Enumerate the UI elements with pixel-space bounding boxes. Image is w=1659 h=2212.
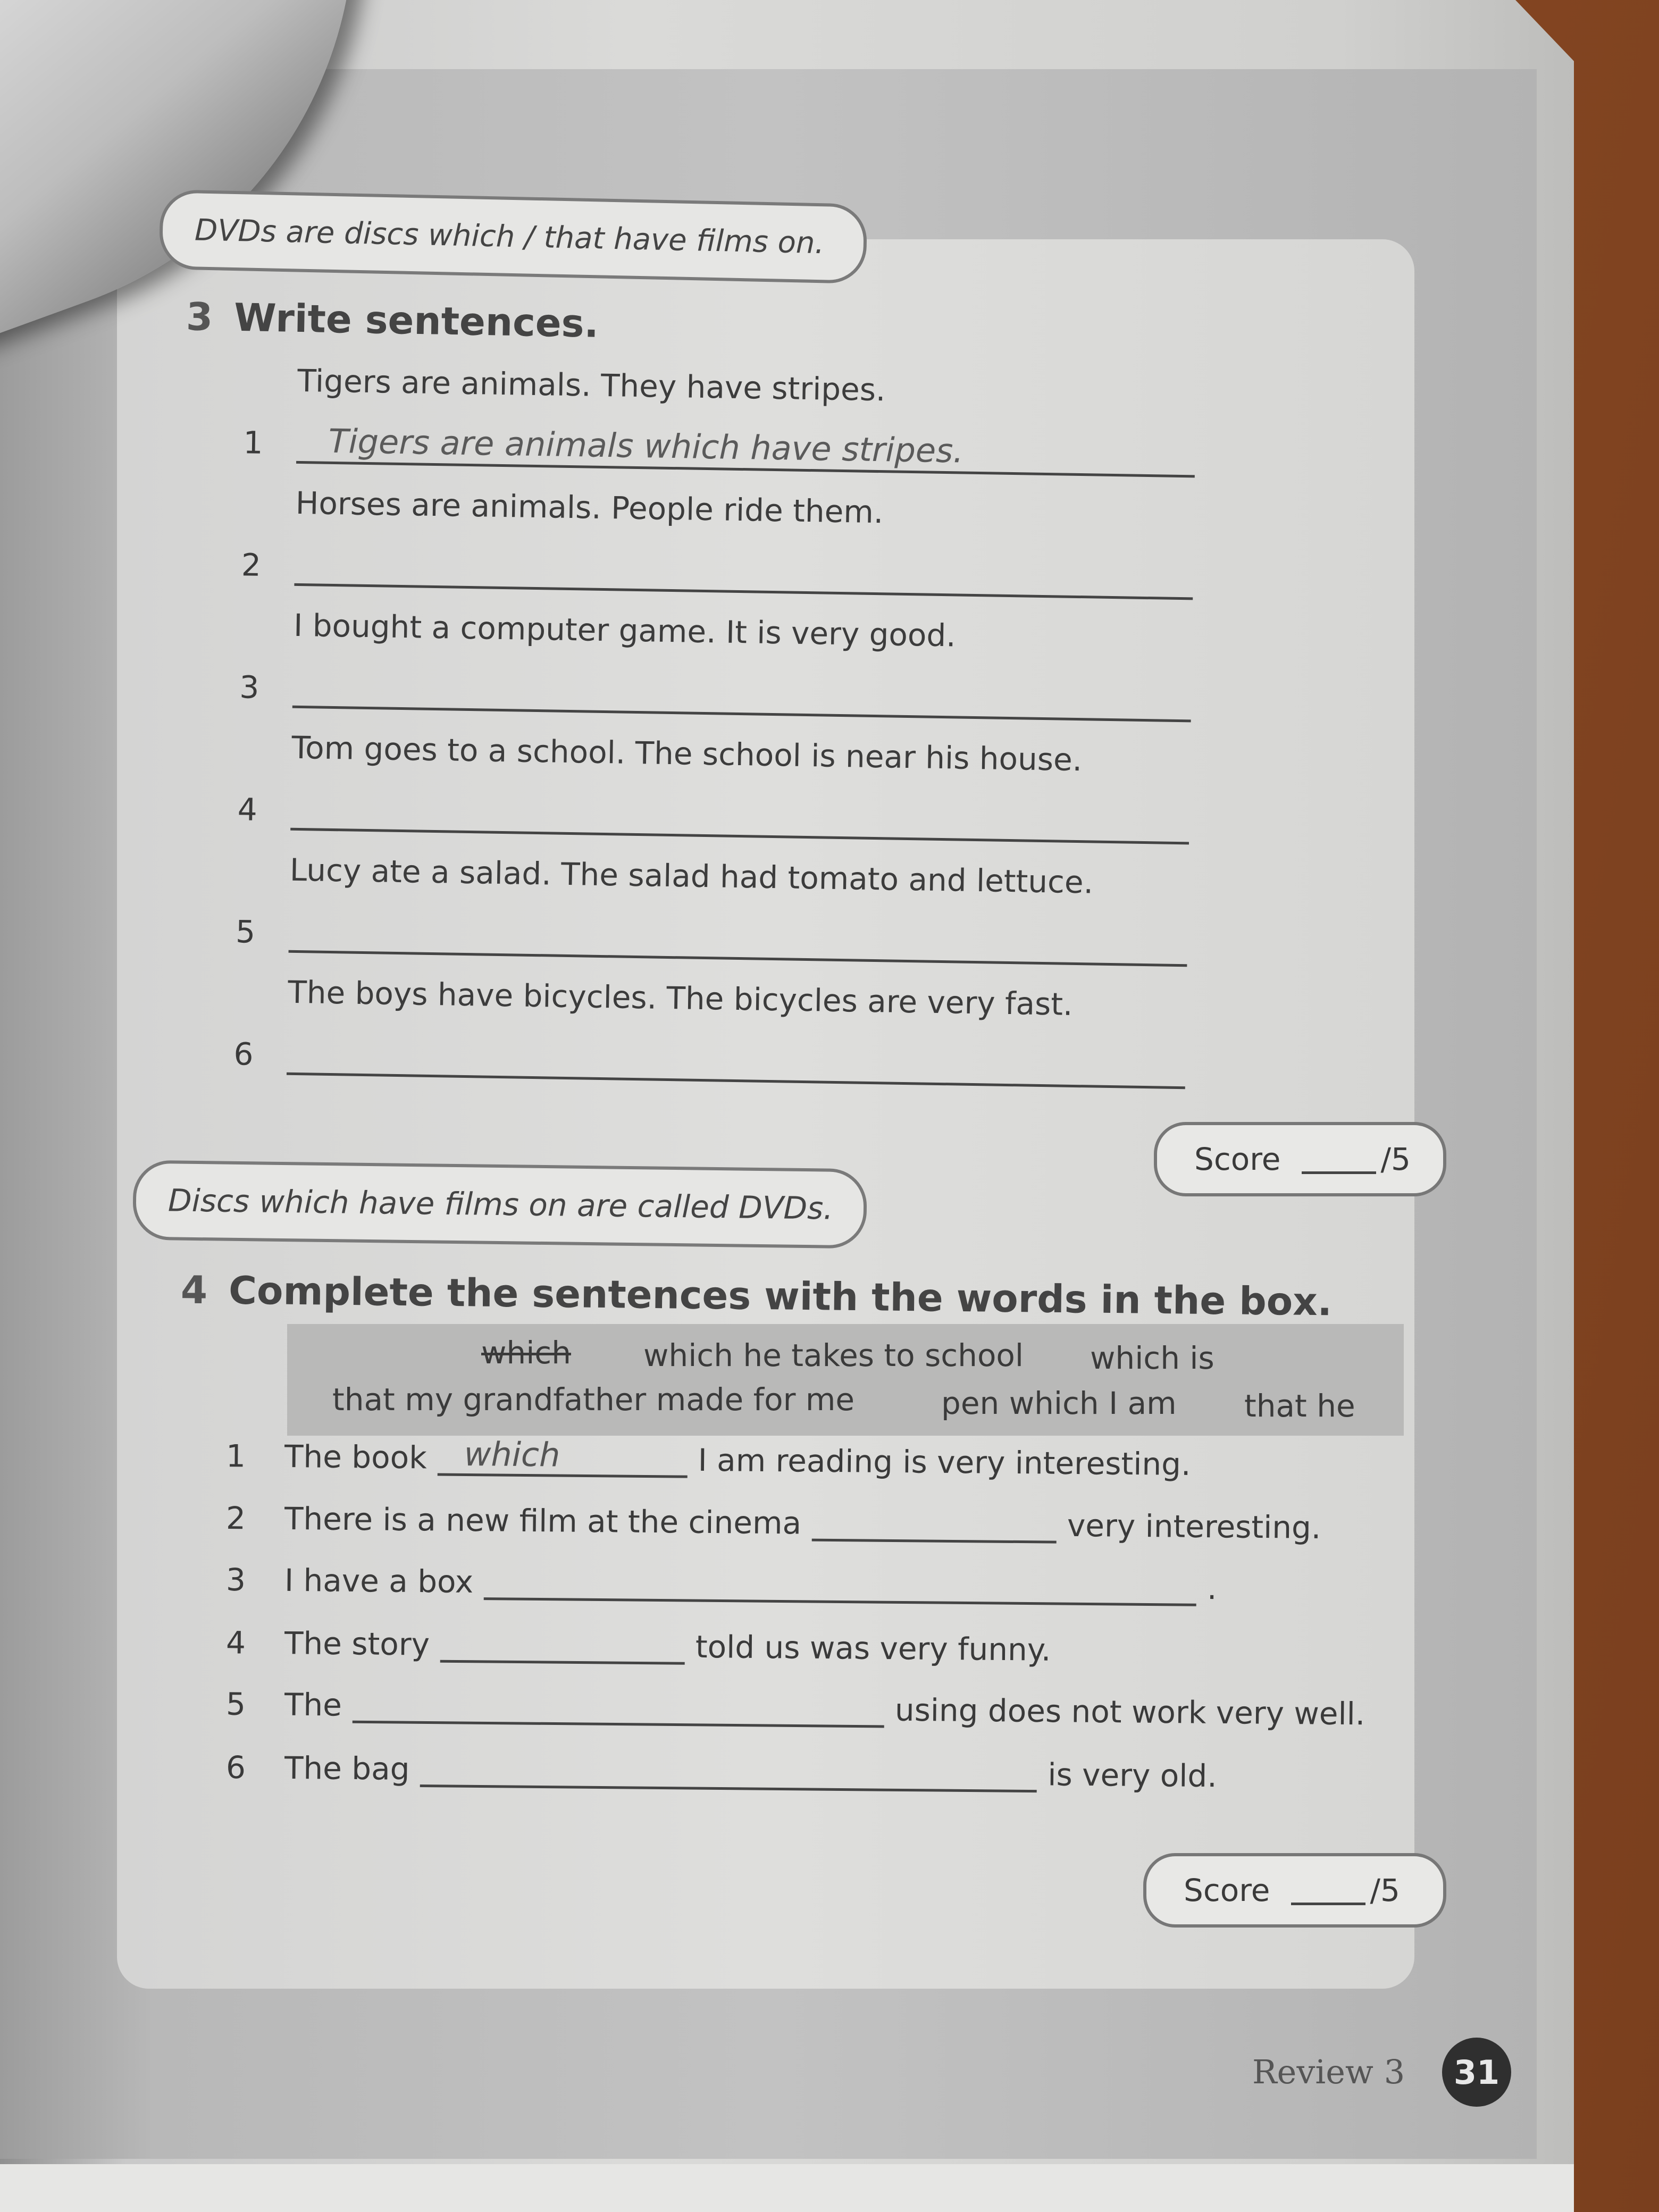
item-prompt: The boys have bicycles. The bicycles are very fast. xyxy=(287,974,1074,1023)
example-bubble-top xyxy=(159,189,868,284)
word-box-item: which he takes to school xyxy=(643,1337,1024,1373)
handwritten-answer: which xyxy=(464,1434,560,1474)
list-item xyxy=(224,851,1204,988)
exercise-3-heading xyxy=(186,294,599,346)
item-number: 4 xyxy=(225,1624,246,1661)
answer-line[interactable] xyxy=(289,950,1187,967)
word-box-item: that my grandfather made for me xyxy=(332,1381,855,1418)
item-number: 2 xyxy=(225,1500,246,1537)
word-box-item: which is xyxy=(1090,1340,1214,1376)
score-total: /5 xyxy=(1380,1141,1411,1177)
exercise-number: 4 xyxy=(180,1267,208,1313)
score-box-exercise-3 xyxy=(1154,1122,1446,1196)
example-text: DVDs are discs which / that have films on. xyxy=(194,212,825,261)
page-number-badge xyxy=(1442,2038,1511,2107)
list-item xyxy=(228,606,1208,744)
handwritten-answer: Tigers are animals which have stripes. xyxy=(328,421,964,471)
sentence-start: The story xyxy=(284,1625,430,1663)
answer-blank[interactable] xyxy=(437,1434,688,1478)
answer-line[interactable] xyxy=(290,828,1189,845)
sentence-end: . xyxy=(1206,1570,1217,1607)
exercise-number: 3 xyxy=(186,294,213,340)
example-text: Discs which have films on are called DVDs. xyxy=(167,1182,834,1227)
word-box-item: which xyxy=(481,1335,571,1371)
item-number: 2 xyxy=(241,547,262,583)
answer-line[interactable] xyxy=(287,1073,1185,1090)
item-number: 6 xyxy=(225,1749,246,1786)
score-blank[interactable] xyxy=(1302,1145,1376,1174)
list-item xyxy=(227,728,1206,866)
page-bottom-margin xyxy=(0,2164,1574,2212)
list-item xyxy=(232,362,1212,499)
score-blank[interactable] xyxy=(1291,1876,1365,1905)
answer-blank[interactable] xyxy=(420,1752,1037,1792)
footer-section-label: Review 3 xyxy=(1252,2052,1405,2091)
item-prompt: Tigers are animals. They have stripes. xyxy=(297,362,886,408)
answer-blank[interactable] xyxy=(440,1627,685,1665)
item-prompt: Horses are animals. People ride them. xyxy=(295,484,884,531)
item-number: 1 xyxy=(243,424,264,461)
answer-line[interactable] xyxy=(294,583,1193,600)
list-item xyxy=(230,484,1210,622)
item-number: 3 xyxy=(225,1561,246,1598)
item-number: 4 xyxy=(237,791,258,828)
sentence-start: The bag xyxy=(284,1749,410,1787)
item-prompt: I bought a computer game. It is very good. xyxy=(293,607,957,654)
exercise-title: Write sentences. xyxy=(233,295,599,346)
sentence-start: I have a box xyxy=(284,1562,474,1600)
example-bubble-middle xyxy=(132,1160,867,1249)
item-prompt: Lucy ate a salad. The salad had tomato and lettuce. xyxy=(289,851,1094,901)
answer-blank[interactable] xyxy=(353,1688,885,1728)
word-box-item: pen which I am xyxy=(941,1385,1177,1421)
sentence-end: told us was very funny. xyxy=(695,1628,1051,1668)
sentence-start: The xyxy=(284,1686,342,1723)
score-label: Score xyxy=(1194,1141,1281,1177)
page-number: 31 xyxy=(1453,2052,1500,2092)
score-label: Score xyxy=(1184,1872,1270,1908)
answer-blank[interactable] xyxy=(484,1564,1197,1606)
item-number: 1 xyxy=(225,1438,246,1474)
score-total: /5 xyxy=(1370,1872,1400,1908)
sentence-start: The book xyxy=(284,1438,428,1476)
word-box-item: that he xyxy=(1244,1388,1355,1424)
sentence-end: I am reading is very interesting. xyxy=(698,1442,1191,1482)
answer-line[interactable] xyxy=(292,706,1191,723)
sentence-end: very interesting. xyxy=(1067,1507,1321,1546)
answer-blank[interactable] xyxy=(812,1506,1057,1544)
list-item xyxy=(226,1624,1051,1668)
sentence-end: is very old. xyxy=(1048,1756,1217,1795)
item-number: 5 xyxy=(225,1686,246,1722)
list-item xyxy=(222,973,1202,1111)
exercise-3-list xyxy=(222,362,1212,1111)
item-number: 5 xyxy=(235,914,256,950)
item-prompt: Tom goes to a school. The school is near his house. xyxy=(291,729,1083,778)
sentence-start: There is a new film at the cinema xyxy=(284,1500,802,1541)
exercise-title: Complete the sentences with the words in the box. xyxy=(228,1268,1333,1325)
item-number: 6 xyxy=(233,1036,254,1073)
score-box-exercise-4 xyxy=(1143,1853,1446,1928)
sentence-end: using does not work very well. xyxy=(894,1691,1365,1732)
item-number: 3 xyxy=(239,669,259,706)
